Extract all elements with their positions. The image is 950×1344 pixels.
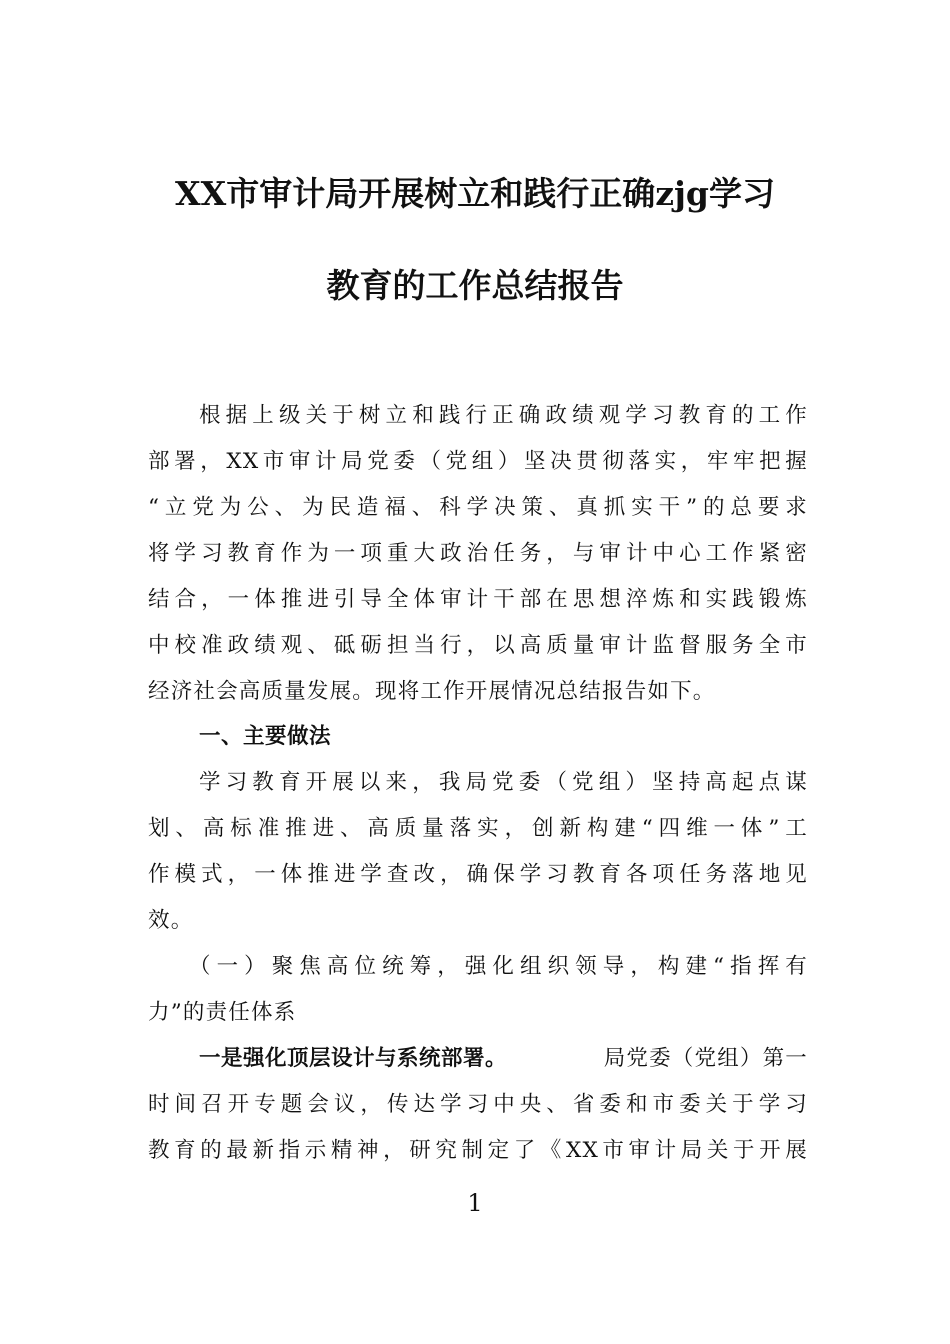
intro-line-7: 经济社会高质量发展。现将工作开展情况总结报告如下。	[148, 679, 716, 704]
document-title-line-2: 教育的工作总结报告	[326, 266, 624, 305]
intro-line-5: 结合，一体推进引导全体审计干部在思想淬炼和实践锻炼	[148, 587, 808, 612]
intro-line-2: 部署，XX市审计局党委（党组）坚决贯彻落实，牢牢把握	[148, 449, 808, 474]
section1-line-3: 作模式，一体推进学查改，确保学习教育各项任务落地见	[148, 862, 808, 887]
intro-line-3: “立党为公、为民造福、科学决策、真抓实干”的总要求	[148, 495, 808, 520]
item1-lead-rest: 局党委（党组）第一	[603, 1046, 808, 1071]
section1-line-1: 学习教育开展以来，我局党委（党组）坚持高起点谋	[199, 770, 808, 795]
intro-line-4: 将学习教育作为一项重大政治任务，与审计中心工作紧密	[148, 541, 808, 566]
section-heading-main-practices: 一、主要做法	[199, 724, 332, 749]
intro-line-6: 中校准政绩观、砥砺担当行，以高质量审计监督服务全市	[148, 633, 808, 658]
section1-line-2: 划、高标准推进、高质量落实，创新构建“四维一体”工	[148, 816, 808, 841]
page-number: 1	[467, 1189, 483, 1217]
subsection-heading-line-2: 力”的责任体系	[148, 1000, 297, 1025]
document-title-line-1: XX市审计局开展树立和践行正确zjg学习	[175, 174, 775, 213]
intro-line-1: 根据上级关于树立和践行正确政绩观学习教育的工作	[199, 403, 808, 428]
item1-line-2: 时间召开专题会议，传达学习中央、省委和市委关于学习	[148, 1092, 808, 1117]
item1-line-1	[199, 1044, 808, 1074]
item1-line-3: 教育的最新指示精神，研究制定了《XX市审计局关于开展	[148, 1138, 808, 1163]
section1-line-4: 效。	[148, 908, 194, 933]
subsection-heading-line-1: （一）聚焦高位统筹，强化组织领导，构建“指挥有	[189, 954, 808, 979]
item1-lead: 一是强化顶层设计与系统部署。	[199, 1046, 508, 1071]
